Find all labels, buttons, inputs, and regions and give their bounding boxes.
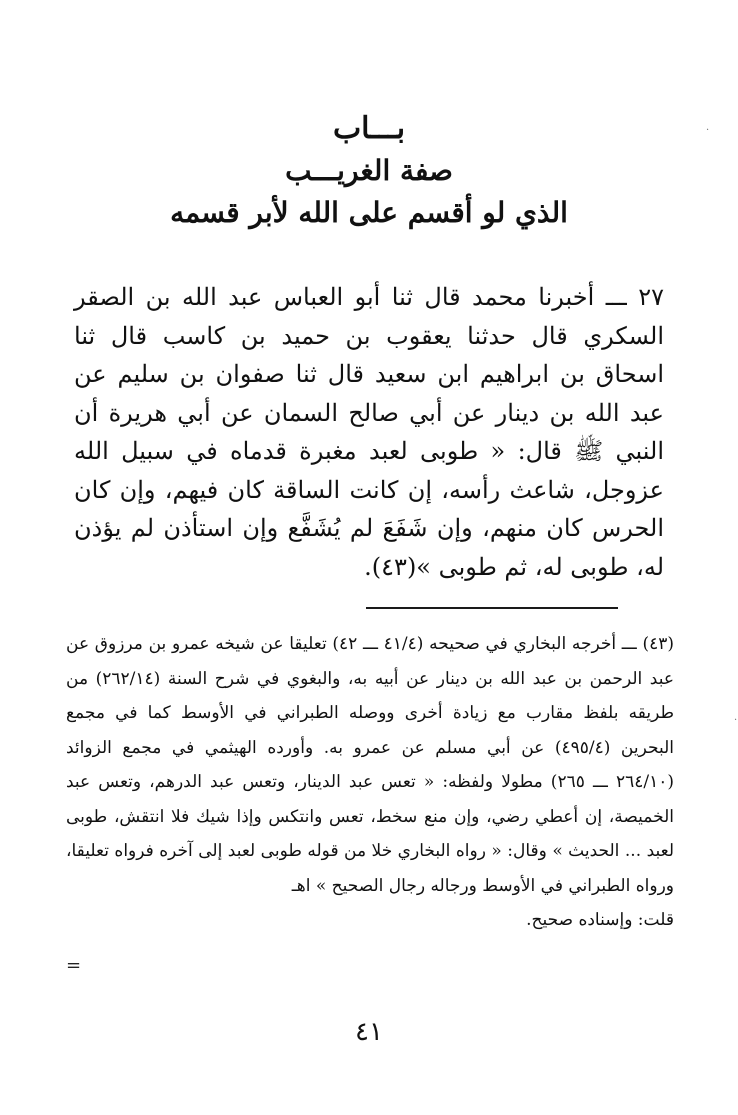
continuation-mark: =: [66, 955, 82, 976]
hadith-block: [74, 278, 664, 586]
chapter-subtitle: الذي لو أقسم على الله لأبر قسمه: [170, 196, 568, 229]
chapter-heading: [60, 108, 678, 234]
footnote-text: (٤٣) ـــ أخرجه البخاري في صحيحه (٤١/٤ ـــ ٤٢) تعليقا عن شيخه عمرو بن مرزوق عن عبد الرحمن بن عبد الله بن دينار عن أبيه به، والبغوي في شرح السنة (٢٦٢/١٤) من طريقه بلفظ مقارب مع زيادة أخرى ووصله الطبراني في الأوسط كما في مجمع البحرين (٤٩٥/٤) عن أبي مسلم عن عمرو به. وأورده الهيثمي في مجمع الزوائد (٢٦٤/١٠ ـــ ٢٦٥) مطولا ولفظه: « تعس عبد الدينار، وتعس عبد الدرهم، وتعس عبد الخميصة، إن أعطي رضي، وإن منع سخط، تعس وانتكس وإذا شيك فلا انتقش، طوبى لعبد ... الحديث » وقال: « رواه البخاري خلا من قوله طوبى لعبد إلى آخره فرواه تعليقا، ورواه الطبراني في الأوسط ورجاله رجال الصحيح » اهـ: [66, 634, 675, 896]
scan-speck: ·: [734, 715, 738, 726]
chapter-label: بـــاب: [332, 111, 406, 146]
page-number: ٤١: [355, 1017, 383, 1047]
footnote-separator: [366, 607, 618, 609]
hadith-text: ٢٧ ـــ أخبرنا محمد قال ثنا أبو العباس عبد الله بن الصقر السكري قال حدثنا يعقوب بن حميد بن كاسب قال ثنا اسحاق بن ابراهيم ابن سعيد قال ثنا صفوان بن سليم عن عبد الله بن دينار عن أبي صالح السمان عن أبي هريرة أن النبي ﷺ قال: « طوبى لعبد مغبرة قدماه في سبيل الله عزوجل، شاعث رأسه، إن كانت الساقة كان فيهم، وإن كان الحرس كان منهم، وإن شَفَعَ لم يُشَفَّع وإن استأذن لم يؤذن له، طوبى له، ثم طوبى »(٤٣).: [74, 283, 664, 581]
chapter-title: صفة الغريـــب: [285, 154, 453, 187]
scan-speck: ·: [706, 125, 710, 136]
footnote-block: [66, 627, 674, 938]
footnote-note: قلت: وإسناده صحيح.: [526, 910, 674, 930]
